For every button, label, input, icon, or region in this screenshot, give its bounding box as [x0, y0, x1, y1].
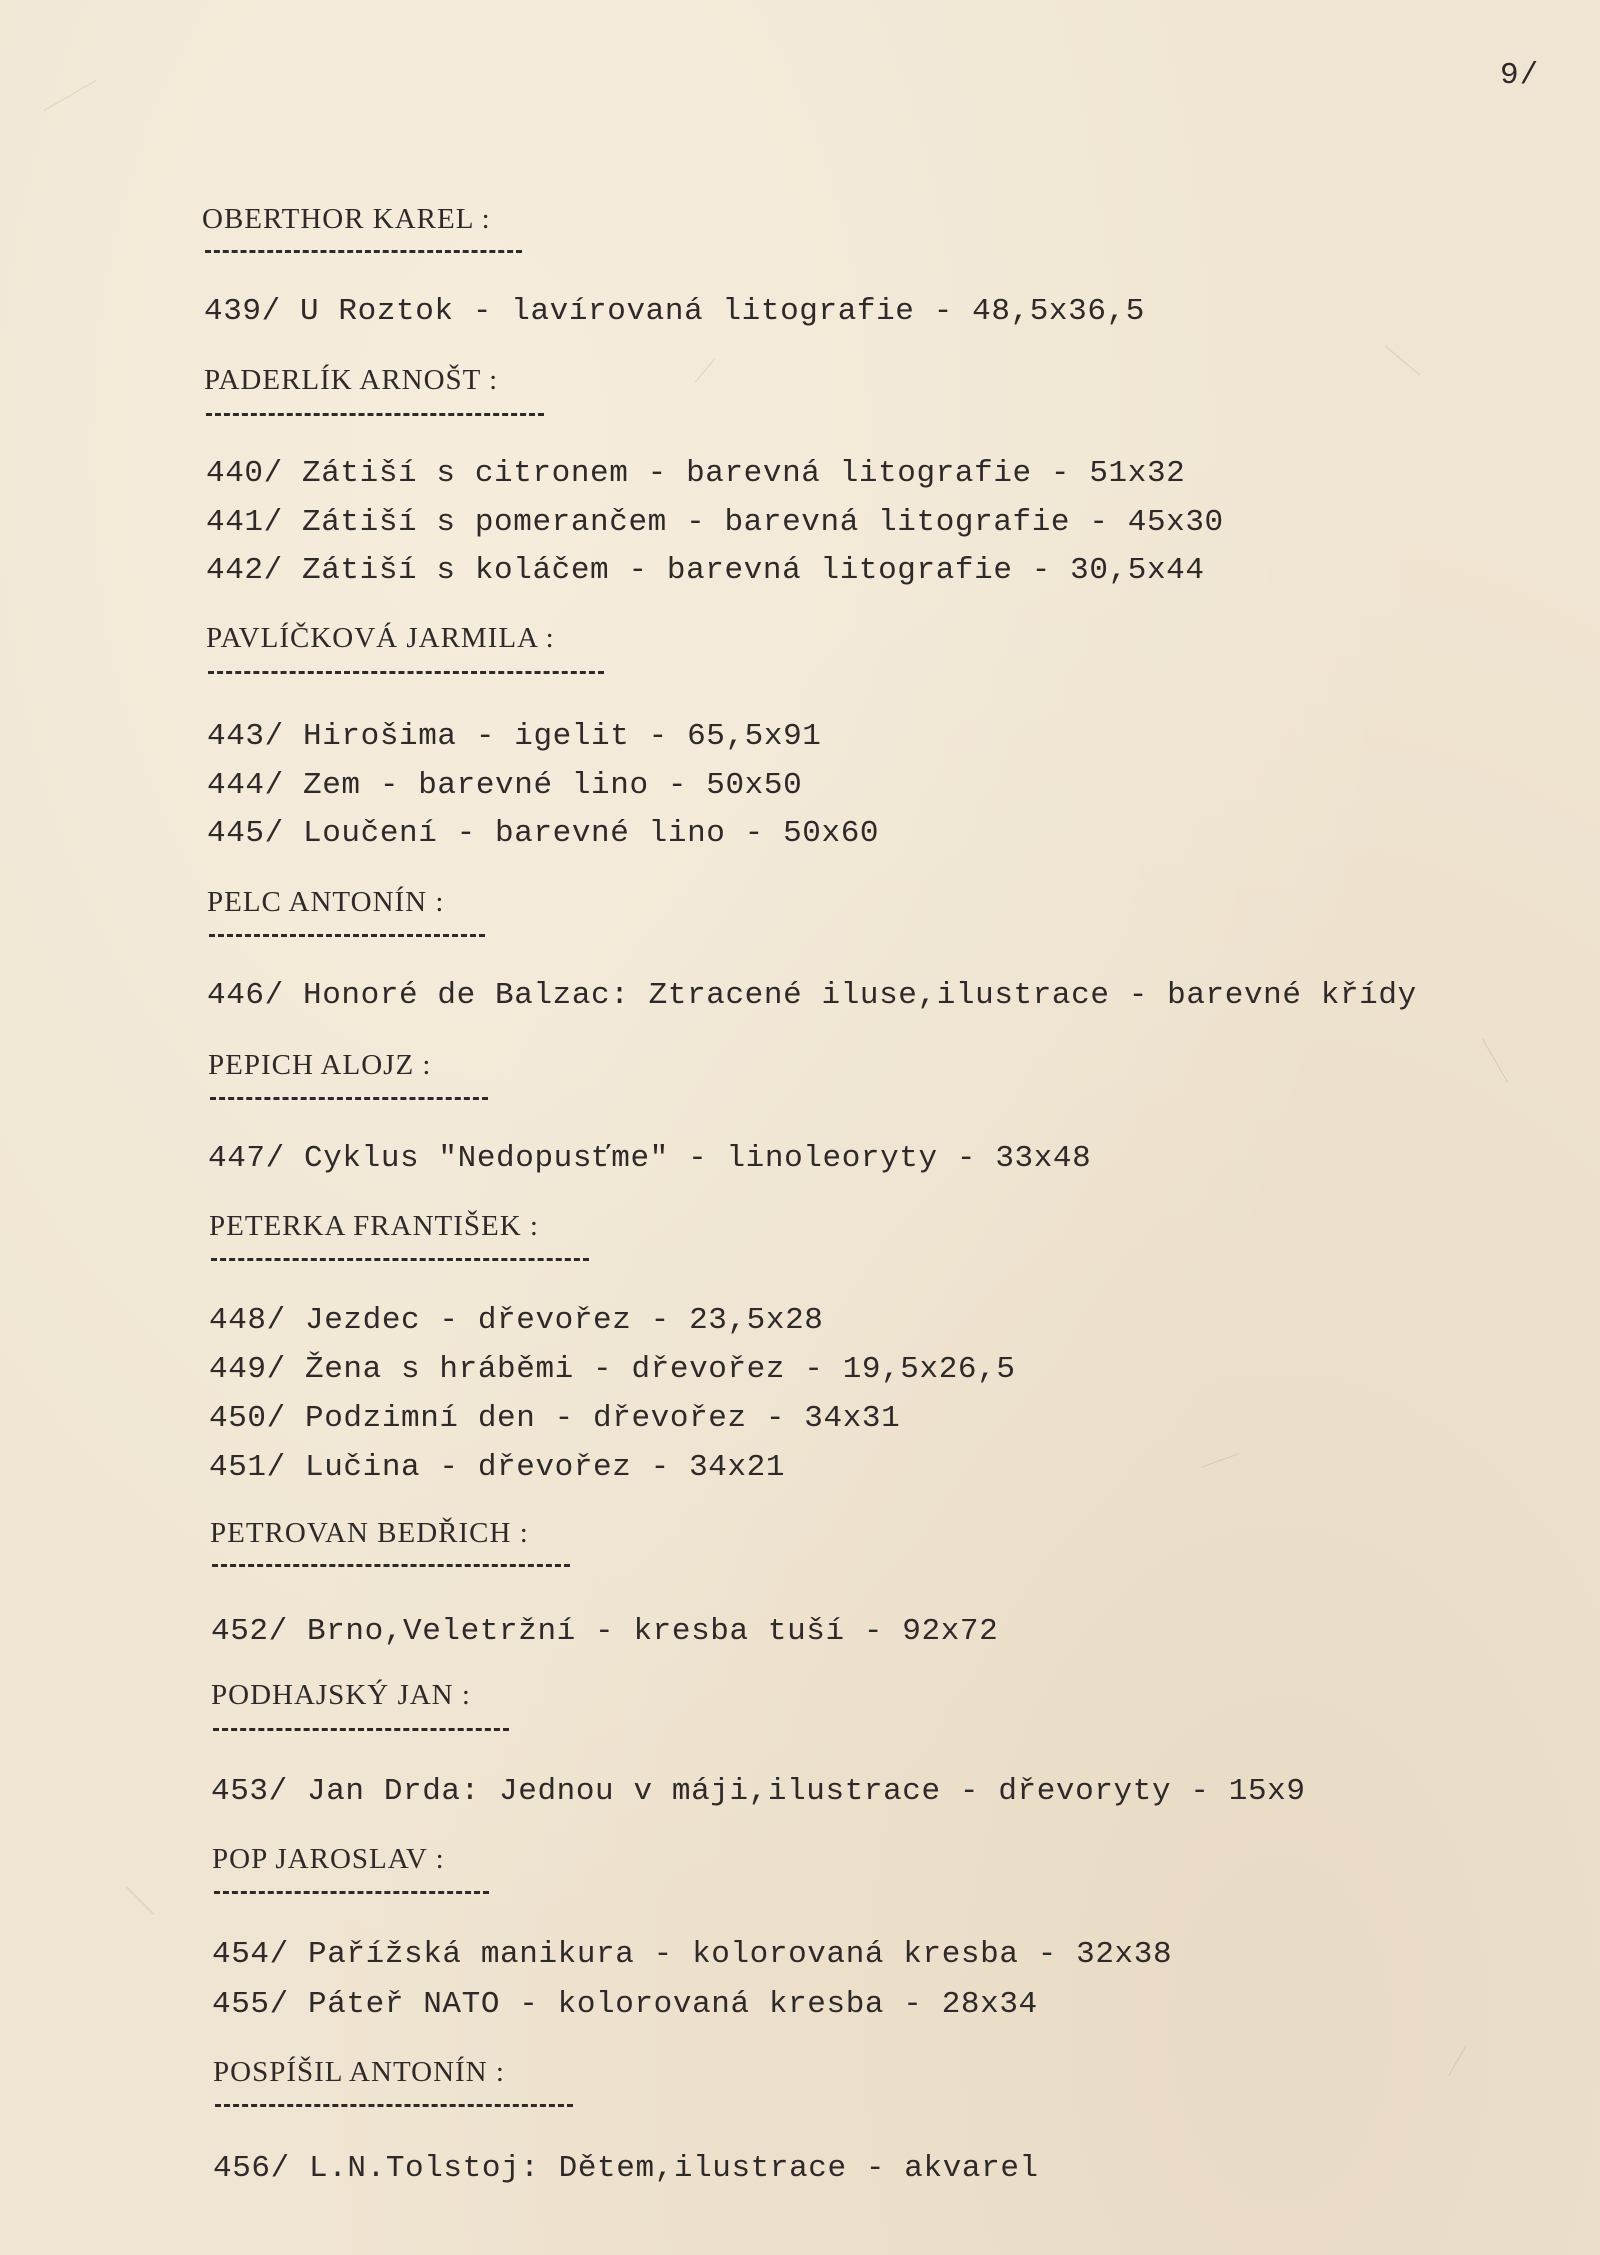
heading-underline: [208, 671, 604, 674]
artist-heading: PEPICH ALOJZ :: [208, 1049, 432, 1081]
heading-underline: [214, 1891, 489, 1894]
paper-fiber: [1448, 2045, 1466, 2076]
heading-underline: [212, 1564, 570, 1567]
paper-fiber: [1201, 1453, 1239, 1468]
page-number: 9/: [1500, 58, 1540, 93]
artist-heading: PAVLÍČKOVÁ JARMILA :: [206, 622, 555, 654]
paper-fiber: [44, 80, 96, 111]
paper-fiber: [126, 1886, 155, 1915]
artist-heading: PETERKA FRANTIŠEK :: [209, 1210, 539, 1242]
artist-heading: POSPÍŠIL ANTONÍN :: [213, 2056, 505, 2088]
paper-fiber: [1482, 1039, 1508, 1083]
heading-underline: [210, 1097, 488, 1100]
heading-underline: [206, 413, 544, 416]
artist-heading: PADERLÍK ARNOŠT :: [204, 364, 499, 396]
catalog-entry: 449/ Žena s hráběmi - dřevořez - 19,5x26,5: [209, 1352, 1016, 1387]
catalog-entry: 444/ Zem - barevné lino - 50x50: [207, 768, 803, 803]
artist-heading: PELC ANTONÍN :: [207, 886, 445, 918]
catalog-entry: 445/ Loučení - barevné lino - 50x60: [207, 816, 880, 851]
catalog-entry: 450/ Podzimní den - dřevořez - 34x31: [209, 1401, 901, 1436]
catalog-entry: 451/ Lučina - dřevořez - 34x21: [209, 1450, 786, 1485]
catalog-entry: 454/ Pařížská manikura - kolorovaná kresba - 32x38: [212, 1937, 1173, 1972]
catalog-entry: 453/ Jan Drda: Jednou v máji,ilustrace - dřevoryty - 15x9: [211, 1774, 1306, 1809]
catalog-entry: 446/ Honoré de Balzac: Ztracené iluse,ilustrace - barevné křídy: [207, 978, 1417, 1013]
artist-heading: PODHAJSKÝ JAN :: [211, 1679, 471, 1711]
artist-heading: OBERTHOR KAREL :: [202, 203, 491, 235]
catalog-entry: 440/ Zátiší s citronem - barevná litografie - 51x32: [206, 456, 1186, 491]
catalog-entry: 439/ U Roztok - lavírovaná litografie - 48,5x36,5: [204, 294, 1145, 329]
catalog-entry: 441/ Zátiší s pomerančem - barevná litografie - 45x30: [206, 505, 1224, 540]
artist-heading: POP JAROSLAV :: [212, 1843, 445, 1875]
catalog-entry: 456/ L.N.Tolstoj: Dětem,ilustrace - akvarel: [213, 2151, 1039, 2186]
paper-fiber: [695, 359, 715, 383]
catalog-entry: 448/ Jezdec - dřevořez - 23,5x28: [209, 1303, 824, 1338]
catalog-entry: 455/ Páteř NATO - kolorovaná kresba - 28x34: [212, 1987, 1038, 2022]
artist-heading: PETROVAN BEDŘICH :: [210, 1517, 529, 1549]
catalog-entry: 443/ Hirošima - igelit - 65,5x91: [207, 719, 822, 754]
heading-underline: [211, 1258, 589, 1261]
catalog-entry: 442/ Zátiší s koláčem - barevná litografie - 30,5x44: [206, 553, 1205, 588]
heading-underline: [215, 2104, 573, 2107]
heading-underline: [209, 934, 485, 937]
heading-underline: [213, 1728, 509, 1731]
catalog-entry: 447/ Cyklus "Nedopusťme" - linoleoryty - 33x48: [208, 1141, 1092, 1176]
heading-underline: [205, 250, 522, 253]
paper-fiber: [1385, 346, 1420, 376]
catalog-entry: 452/ Brno,Veletržní - kresba tuší - 92x72: [211, 1614, 999, 1649]
